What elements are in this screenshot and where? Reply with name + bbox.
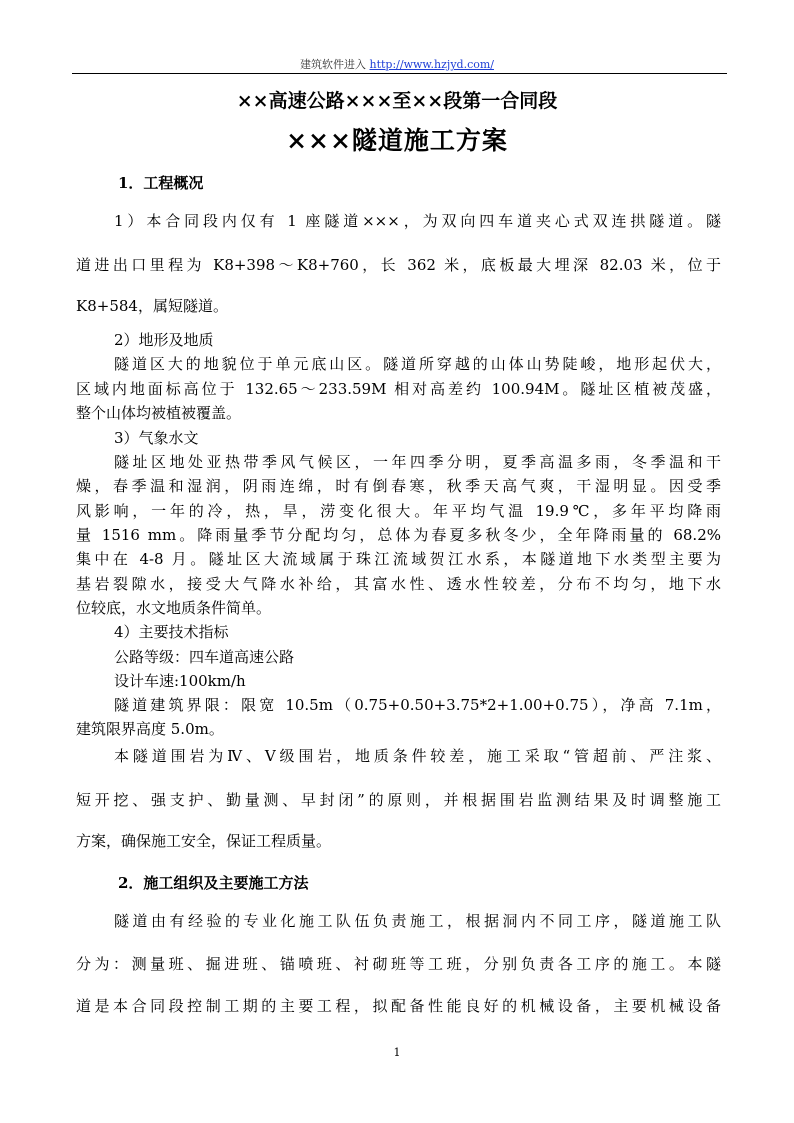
page-header (0, 56, 794, 72)
paragraph-line: 量 1516 mm。降雨量季节分配均匀，总体为春夏多秋冬少，全年降雨量的 68.2% (76, 526, 721, 544)
header-label: 建筑软件进入 (300, 58, 366, 71)
document-subtitle: ××高速公路×××至××段第一合同段 (236, 90, 558, 112)
header-link[interactable]: http://www.hzjyd.com/ (369, 58, 494, 71)
section-1-heading: 1．工程概况 (118, 174, 204, 192)
section-2-heading: 2．施工组织及主要施工方法 (118, 874, 309, 892)
paragraph-line: 公路等级：四车道高速公路 (114, 648, 295, 666)
page-number: 1 (393, 1046, 401, 1059)
paragraph-line: 分为：测量班、掘进班、锚喷班、衬砌班等工班，分别负责各工序的施工。本隧 (76, 955, 721, 973)
paragraph-line: 隧址区地处亚热带季风气候区，一年四季分明，夏季高温多雨，冬季温和干 (114, 453, 721, 471)
paragraph-line: 建筑限界高度 5.0m。 (76, 720, 224, 738)
paragraph-line: 道进出口里程为 K8+398～K8+760，长 362 米，底板最大埋深 82.03 米，位于 (76, 256, 721, 274)
paragraph-line: 隧道由有经验的专业化施工队伍负责施工，根据洞内不同工序，隧道施工队 (114, 912, 721, 930)
paragraph-line: 隧道建筑界限：限宽 10.5m（0.75+0.50+3.75*2+1.00+0.75），净高 7.1m， (114, 696, 721, 714)
subheading: 3）气象水文 (114, 429, 199, 447)
paragraph-line: 1）本合同段内仅有 1 座隧道×××，为双向四车道夹心式双连拱隧道。隧 (114, 212, 721, 230)
paragraph-line: 集中在 4-8 月。隧址区大流域属于珠江流域贺江水系，本隧道地下水类型主要为 (76, 550, 721, 568)
paragraph-line: 本隧道围岩为Ⅳ、Ⅴ级围岩，地质条件较差，施工采取“管超前、严注浆、 (114, 747, 721, 765)
paragraph-line: 位较底，水文地质条件简单。 (76, 599, 272, 617)
subheading: 4）主要技术指标 (114, 623, 229, 641)
paragraph-line: K8+584，属短隧道。 (76, 297, 228, 315)
paragraph-line: 道是本合同段控制工期的主要工程，拟配备性能良好的机械设备，主要机械设备 (76, 997, 721, 1015)
paragraph-line: 风影响，一年的冷，热，旱，涝变化很大。年平均气温 19.9℃，多年平均降雨 (76, 502, 721, 520)
paragraph-line: 燥，春季温和湿润，阴雨连绵，时有倒春寒，秋季天高气爽，干湿明显。因受季 (76, 477, 721, 495)
subheading: 2）地形及地质 (114, 331, 214, 349)
paragraph-line: 区域内地面标高位于 132.65～233.59M 相对高差约 100.94M。隧址区植被茂盛， (76, 380, 721, 398)
header-divider (72, 73, 727, 74)
paragraph-line: 设计车速:100km/h (114, 672, 246, 690)
paragraph-line: 整个山体均被植被覆盖。 (76, 404, 242, 422)
paragraph-line: 隧道区大的地貌位于单元底山区。隧道所穿越的山体山势陡峻，地形起伏大， (114, 355, 721, 373)
paragraph-line: 方案，确保施工安全，保证工程质量。 (76, 832, 332, 850)
document-title: ×××隧道施工方案 (286, 126, 508, 155)
paragraph-line: 短开挖、强支护、勤量测、早封闭”的原则，并根据围岩监测结果及时调整施工 (76, 791, 721, 809)
paragraph-line: 基岩裂隙水，接受大气降水补给，其富水性、透水性较差，分布不均匀，地下水 (76, 575, 721, 593)
